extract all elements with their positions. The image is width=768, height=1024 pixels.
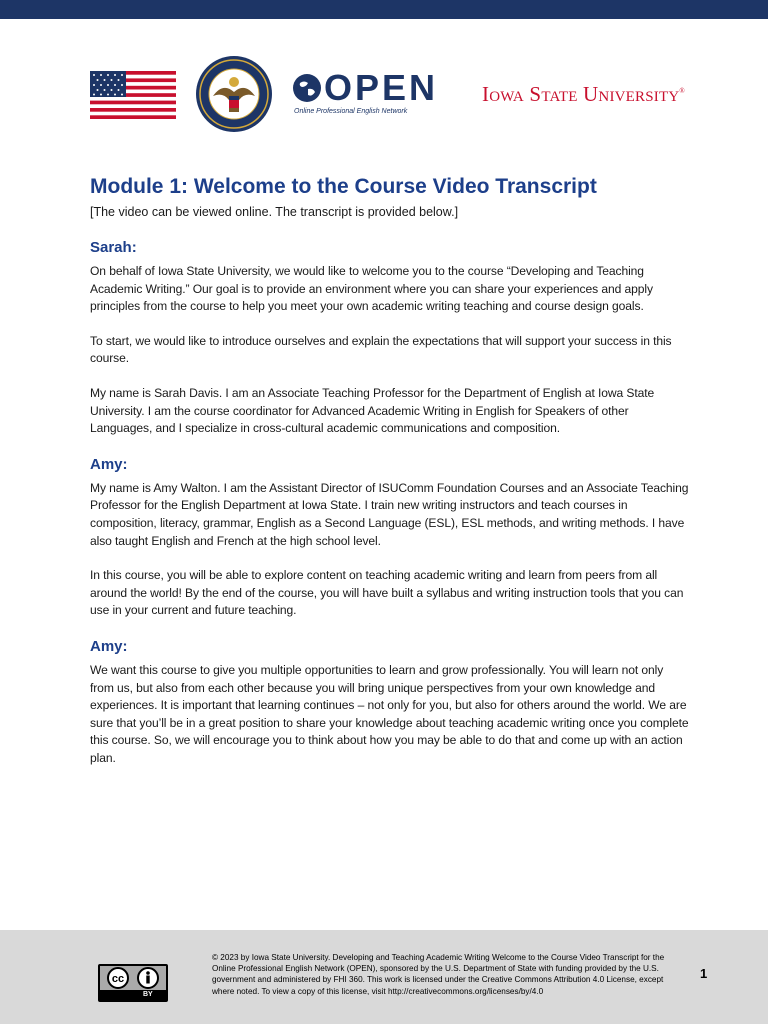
transcript-paragraph: In this course, you will be able to explore content on teaching academic writing and learn from peers from all around the world! By the end of the course, you will have built a syllabus and writing instruction tools that you can use in your current and future teaching. — [90, 568, 684, 618]
globe-icon — [292, 73, 322, 103]
transcript-paragraph: My name is Amy Walton. I am the Assistant Director of ISUComm Foundation Courses and an Associate Teaching Professor for the English Department at Iowa State. I train new writing instructors and teach courses in composition, literacy, grammar, English as a Second Language (ESL), ESL methods, and writing methods. I have also taught English and French at the high school level. — [90, 480, 689, 548]
open-logo-tagline: Online Professional English Network — [294, 108, 408, 115]
document-body — [90, 172, 690, 767]
page-number: 1 — [700, 966, 708, 981]
transcript-paragraph: On behalf of Iowa State University, we would like to welcome you to the course “Developing and Teaching Academic Writing.” Our goal is to provide an environment where you can share your experiences and apply principles from the course to help you meet your own academic writing teaching and course design goals. — [90, 264, 653, 314]
transcript-paragraph: We want this course to give you multiple opportunities to learn and grow professionally. You will learn not only from us, but also from each other because you will bring unique perspectives from your own knowledge and experiences. It is important that learning continues – not only for you, but also for others around the world. We are sure that you’ll be in a great position to share your knowledge about teaching academic writing once you complete this course. So, we will encourage you to think about how you may be able to do that and come up with an action plan. — [90, 662, 689, 765]
speaker-label: Amy: — [90, 455, 128, 473]
license-text: © 2023 by Iowa State University. Developing and Teaching Academic Writing Welcome to the Course Video Transcript for the Online Professional English Network (OPEN), sponsored by the U.S. Department of State with funding provided by the U.S. government and administered by FHI 360. This work is licensed under the Creative Commons Attribution 4.0 License, except where noted. To view a copy of this license, visit http://creativecommons.org/licenses/by/4.0 — [212, 953, 665, 996]
document-title: Module 1: Welcome to the Course Video Transcript — [90, 175, 597, 198]
creative-commons-icon — [100, 966, 166, 990]
cc-by-license-badge[interactable] — [98, 964, 168, 1002]
video-note: [The video can be viewed online. The transcript is provided below.] — [90, 205, 459, 219]
open-logo-text: OPEN — [324, 67, 439, 108]
state-department-seal-icon — [195, 52, 273, 136]
section-amy-2 — [90, 636, 690, 768]
section-amy-1 — [90, 454, 690, 620]
logo-row — [0, 50, 768, 140]
us-flag-icon — [90, 71, 176, 119]
transcript-paragraph: My name is Sarah Davis. I am an Associate Teaching Professor for the Department of English at Iowa State University. I am the course coordinator for Advanced Academic Writing in English for Speakers of other Languages, and I specialize in cross-cultural academic communications and composition. — [90, 385, 655, 436]
page-footer — [0, 930, 768, 1024]
open-logo — [292, 67, 439, 122]
section-sarah — [90, 237, 690, 438]
transcript-paragraph: To start, we would like to introduce ourselves and explain the expectations that will support your success in this course. — [90, 333, 672, 366]
iowa-state-university-logo: IOWA STATE UNIVERSITY® — [482, 82, 685, 106]
speaker-label: Sarah: — [90, 239, 137, 256]
speaker-label: Amy: — [90, 637, 128, 655]
top-bar — [0, 0, 768, 19]
cc-by-label: BY — [143, 991, 153, 998]
svg-text:cc: cc — [111, 973, 125, 985]
